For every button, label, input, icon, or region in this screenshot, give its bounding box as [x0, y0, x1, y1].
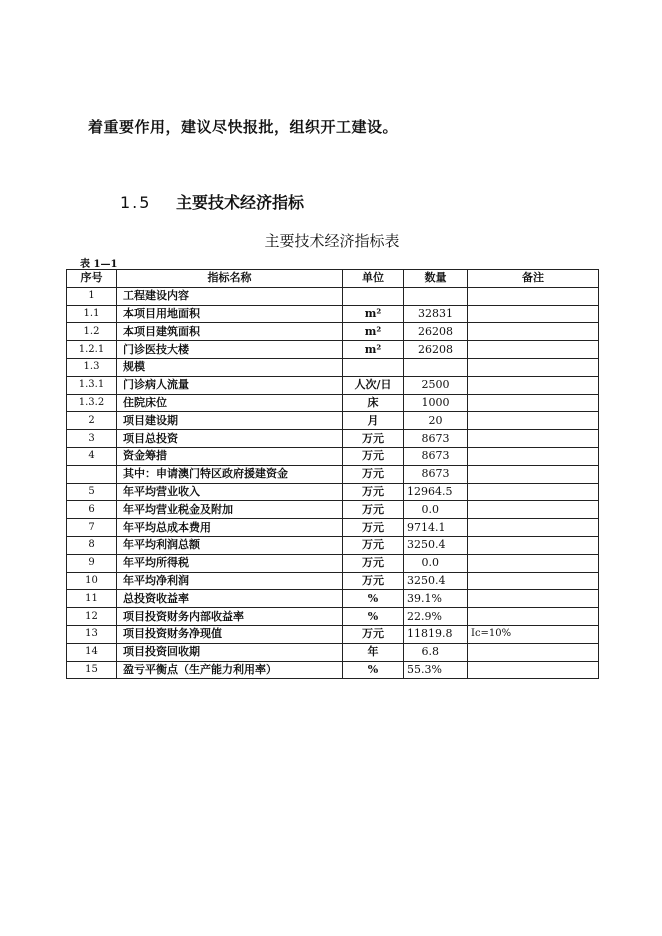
remark	[468, 661, 599, 679]
table-title: 主要技术经济指标表	[264, 232, 400, 250]
table-row	[67, 501, 599, 519]
quantity: 2500	[404, 376, 468, 394]
table-row	[67, 358, 599, 376]
table-row	[67, 323, 599, 341]
quantity	[404, 358, 468, 376]
row-number: 7	[67, 519, 117, 537]
unit: 人次/日	[343, 376, 404, 394]
remark	[468, 483, 599, 501]
column-header: 单位	[343, 270, 404, 288]
indicator-name: 项目总投资	[117, 430, 343, 448]
indicator-name: 门诊医技大楼	[117, 341, 343, 359]
indicator-name: 本项目用地面积	[117, 305, 343, 323]
remark: Ic=10%	[468, 625, 599, 643]
indicator-name: 其中：申请澳门特区政府援建资金	[117, 465, 343, 483]
row-number: 1.3.2	[67, 394, 117, 412]
unit: 月	[343, 412, 404, 430]
remark	[468, 430, 599, 448]
row-number: 10	[67, 572, 117, 590]
quantity: 8673	[404, 465, 468, 483]
body-paragraph: 着重要作用，建议尽快报批，组织开工建设。	[88, 118, 399, 136]
quantity: 8673	[404, 430, 468, 448]
table-row	[67, 625, 599, 643]
remark	[468, 501, 599, 519]
indicator-name: 总投资收益率	[117, 590, 343, 608]
indicator-name: 门诊病人流量	[117, 376, 343, 394]
row-number: 15	[67, 661, 117, 679]
section-number: 1.5	[120, 193, 152, 212]
row-number: 3	[67, 430, 117, 448]
quantity: 8673	[404, 447, 468, 465]
table-row	[67, 341, 599, 359]
remark	[468, 572, 599, 590]
indicator-name: 年平均营业税金及附加	[117, 501, 343, 519]
table-row	[67, 483, 599, 501]
table-row	[67, 554, 599, 572]
unit: 万元	[343, 536, 404, 554]
row-number: 12	[67, 608, 117, 626]
table-row	[67, 394, 599, 412]
table-row	[67, 608, 599, 626]
unit: %	[343, 590, 404, 608]
indicator-name: 项目投资回收期	[117, 643, 343, 661]
unit: 万元	[343, 501, 404, 519]
table-row	[67, 447, 599, 465]
indicator-name: 年平均利润总额	[117, 536, 343, 554]
remark	[468, 287, 599, 305]
quantity: 20	[404, 412, 468, 430]
remark	[468, 394, 599, 412]
indicator-name: 资金筹措	[117, 447, 343, 465]
table-row	[67, 412, 599, 430]
table-row	[67, 590, 599, 608]
unit: 万元	[343, 625, 404, 643]
remark	[468, 608, 599, 626]
row-number: 6	[67, 501, 117, 519]
unit: %	[343, 608, 404, 626]
remark	[468, 341, 599, 359]
table-row	[67, 519, 599, 537]
quantity: 39.1%	[404, 590, 468, 608]
quantity: 11819.8	[404, 625, 468, 643]
indicator-name: 年平均净利润	[117, 572, 343, 590]
column-header: 备注	[468, 270, 599, 288]
row-number: 2	[67, 412, 117, 430]
quantity: 0.0	[404, 554, 468, 572]
indicator-name: 住院床位	[117, 394, 343, 412]
remark	[468, 536, 599, 554]
remark	[468, 305, 599, 323]
quantity: 26208	[404, 323, 468, 341]
table-row	[67, 572, 599, 590]
row-number: 8	[67, 536, 117, 554]
remark	[468, 323, 599, 341]
unit: m²	[343, 305, 404, 323]
table-row	[67, 376, 599, 394]
unit: m²	[343, 341, 404, 359]
table-row	[67, 430, 599, 448]
quantity: 12964.5	[404, 483, 468, 501]
row-number: 5	[67, 483, 117, 501]
section-title: 主要技术经济指标	[176, 193, 305, 212]
row-number: 1.1	[67, 305, 117, 323]
unit: 万元	[343, 572, 404, 590]
indicator-name: 规模	[117, 358, 343, 376]
row-number: 1.2	[67, 323, 117, 341]
indicator-name: 年平均营业收入	[117, 483, 343, 501]
row-number: 4	[67, 447, 117, 465]
indicator-name: 项目投资财务净现值	[117, 625, 343, 643]
table-row	[67, 287, 599, 305]
remark	[468, 412, 599, 430]
quantity: 0.0	[404, 501, 468, 519]
quantity: 3250.4	[404, 536, 468, 554]
quantity	[404, 287, 468, 305]
unit	[343, 287, 404, 305]
indicator-name: 本项目建筑面积	[117, 323, 343, 341]
quantity: 3250.4	[404, 572, 468, 590]
row-number: 1.3.1	[67, 376, 117, 394]
quantity: 55.3%	[404, 661, 468, 679]
unit: 年	[343, 643, 404, 661]
unit: 万元	[343, 483, 404, 501]
row-number: 13	[67, 625, 117, 643]
table-header-row	[67, 270, 599, 288]
remark	[468, 519, 599, 537]
indicator-name: 年平均所得税	[117, 554, 343, 572]
remark	[468, 643, 599, 661]
row-number: 1.3	[67, 358, 117, 376]
indicator-table	[66, 269, 599, 679]
row-number: 1	[67, 287, 117, 305]
table-label: 表 1—1	[80, 259, 118, 270]
row-number: 11	[67, 590, 117, 608]
unit: 万元	[343, 447, 404, 465]
remark	[468, 358, 599, 376]
unit: m²	[343, 323, 404, 341]
remark	[468, 554, 599, 572]
unit	[343, 358, 404, 376]
indicator-name: 盈亏平衡点（生产能力利用率）	[117, 661, 343, 679]
table-row	[67, 536, 599, 554]
indicator-name: 工程建设内容	[117, 287, 343, 305]
indicator-name: 项目建设期	[117, 412, 343, 430]
remark	[468, 465, 599, 483]
row-number: 14	[67, 643, 117, 661]
column-header: 指标名称	[117, 270, 343, 288]
row-number: 9	[67, 554, 117, 572]
indicator-name: 年平均总成本费用	[117, 519, 343, 537]
indicator-name: 项目投资财务内部收益率	[117, 608, 343, 626]
quantity: 26208	[404, 341, 468, 359]
unit: 床	[343, 394, 404, 412]
table-row	[67, 643, 599, 661]
unit: 万元	[343, 519, 404, 537]
unit: 万元	[343, 554, 404, 572]
remark	[468, 376, 599, 394]
quantity: 1000	[404, 394, 468, 412]
section-heading	[120, 190, 304, 213]
row-number: 1.2.1	[67, 341, 117, 359]
unit: 万元	[343, 430, 404, 448]
unit: 万元	[343, 465, 404, 483]
table-row	[67, 465, 599, 483]
column-header: 序号	[67, 270, 117, 288]
quantity: 6.8	[404, 643, 468, 661]
unit: %	[343, 661, 404, 679]
remark	[468, 447, 599, 465]
table-row	[67, 661, 599, 679]
quantity: 32831	[404, 305, 468, 323]
table-row	[67, 305, 599, 323]
quantity: 22.9%	[404, 608, 468, 626]
row-number	[67, 465, 117, 483]
column-header: 数量	[404, 270, 468, 288]
quantity: 9714.1	[404, 519, 468, 537]
remark	[468, 590, 599, 608]
